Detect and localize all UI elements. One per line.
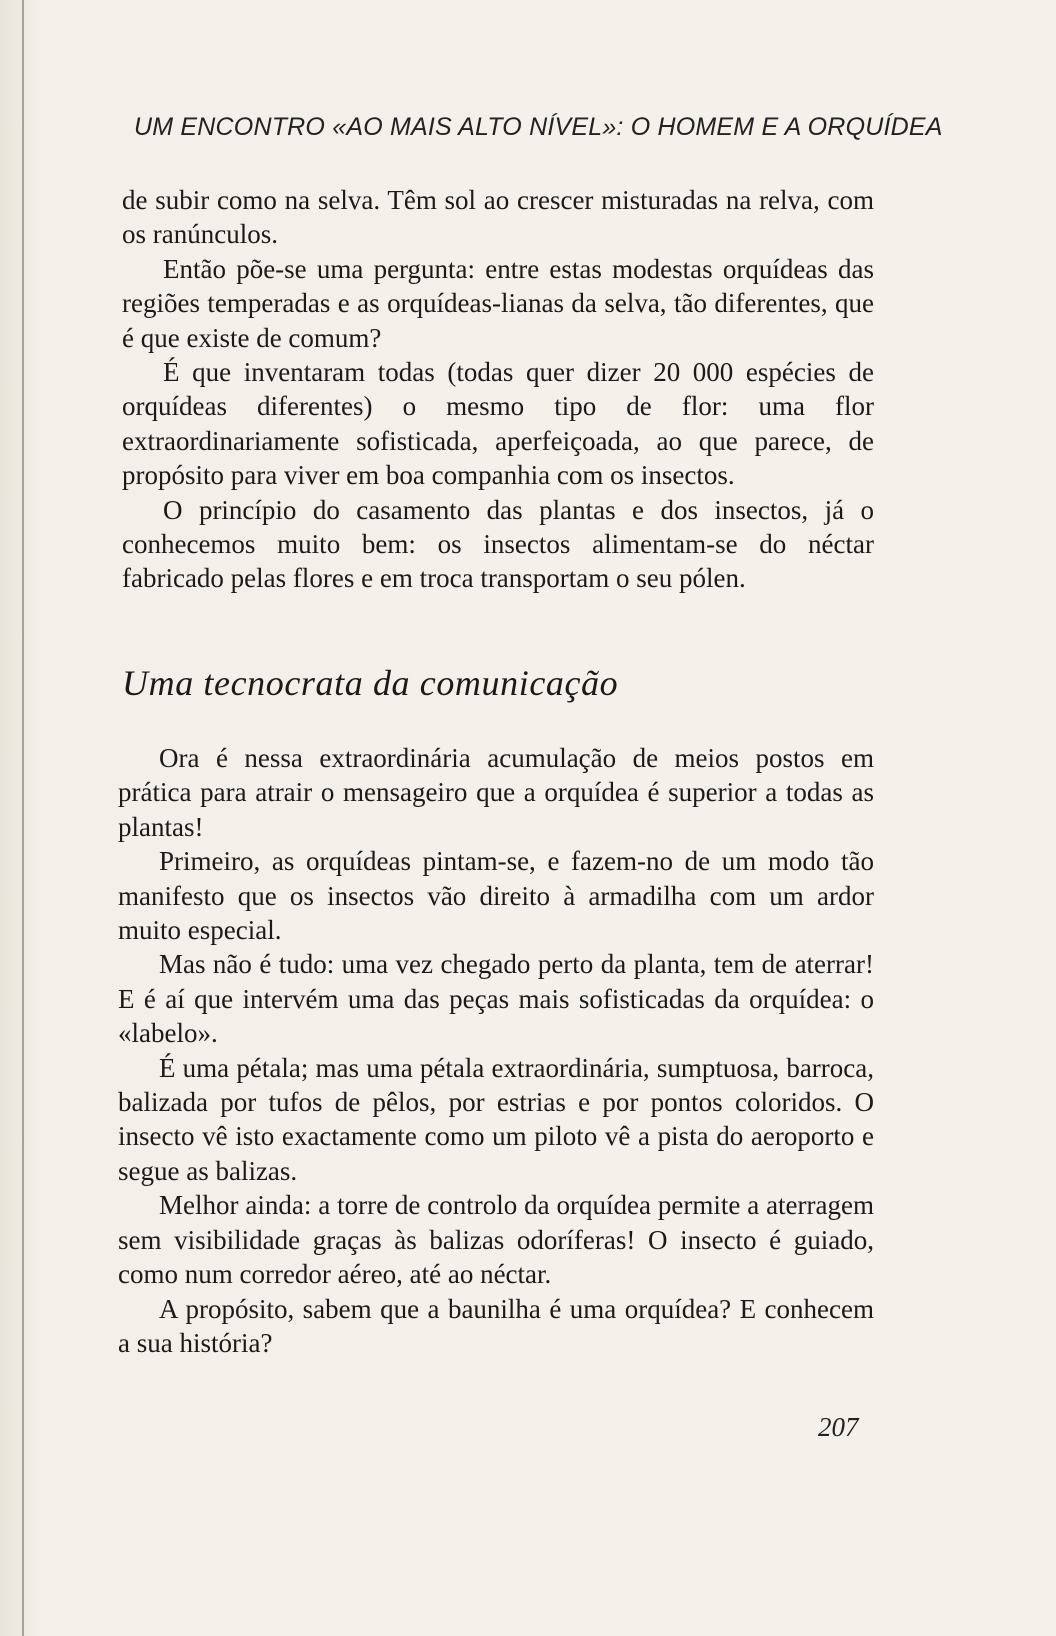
body-text-section-2 — [118, 741, 874, 1360]
paragraph: Ora é nessa extraordinária acumulação de meios postos em prática para atrair o mensageiro que a orquídea é superior a todas as plantas! — [118, 743, 874, 842]
section-heading: Uma tecnocrata da comunicação — [122, 663, 619, 703]
paragraph: Mas não é tudo: uma vez chegado perto da planta, tem de aterrar! E é aí que intervém uma das peças mais sofisticadas da orquídea: o «labelo». — [118, 949, 874, 1049]
page-number: 207 — [818, 1412, 859, 1442]
paragraph: Melhor ainda: a torre de controlo da orquídea permite a aterragem sem visibilidade graças às balizas odoríferas! O insecto é guiado, como num corredor aéreo, até ao néctar. — [118, 1190, 874, 1290]
paragraph: Então põe-se uma pergunta: entre estas modestas orquídeas das regiões temperadas e as orquídeas-lianas da selva, tão diferentes, que é que existe de comum? — [122, 253, 874, 353]
paragraph: É que inventaram todas (todas quer dizer 20 000 espécies de orquídeas diferentes) o mesmo tipo de flor: uma flor extraordinariamente sofisticada, aperfeiçoada, ao que parece, de propósito para viver em boa companhia com os insectos. — [122, 357, 874, 491]
paragraph: O princípio do casamento das plantas e dos insectos, já o conhecemos muito bem: os insectos alimentam-se do néctar fabricado pelas flores e em troca transportam o seu pólen. — [122, 494, 874, 594]
running-header: UM ENCONTRO «AO MAIS ALTO NÍVEL»: O HOMEM E A ORQUÍDEA — [134, 113, 943, 141]
paragraph: de subir como na selva. Têm sol ao crescer misturadas na relva, com os ranúnculos. — [122, 185, 874, 250]
paragraph: A propósito, sabem que a baunilha é uma orquídea? E conhecem a sua história? — [118, 1293, 874, 1358]
binding-edge — [22, 0, 24, 1636]
paragraph: Primeiro, as orquídeas pintam-se, e fazem-no de um modo tão manifesto que os insectos vão direito à armadilha com um ardor muito especial. — [118, 846, 874, 946]
body-text-section-1 — [122, 183, 874, 596]
paragraph: É uma pétala; mas uma pétala extraordinária, sumptuosa, barroca, balizada por tufos de pêlos, por estrias e por pontos coloridos. O insecto vê isto exactamente como um piloto vê a pista do aeroporto e segue as balizas. — [118, 1052, 874, 1186]
